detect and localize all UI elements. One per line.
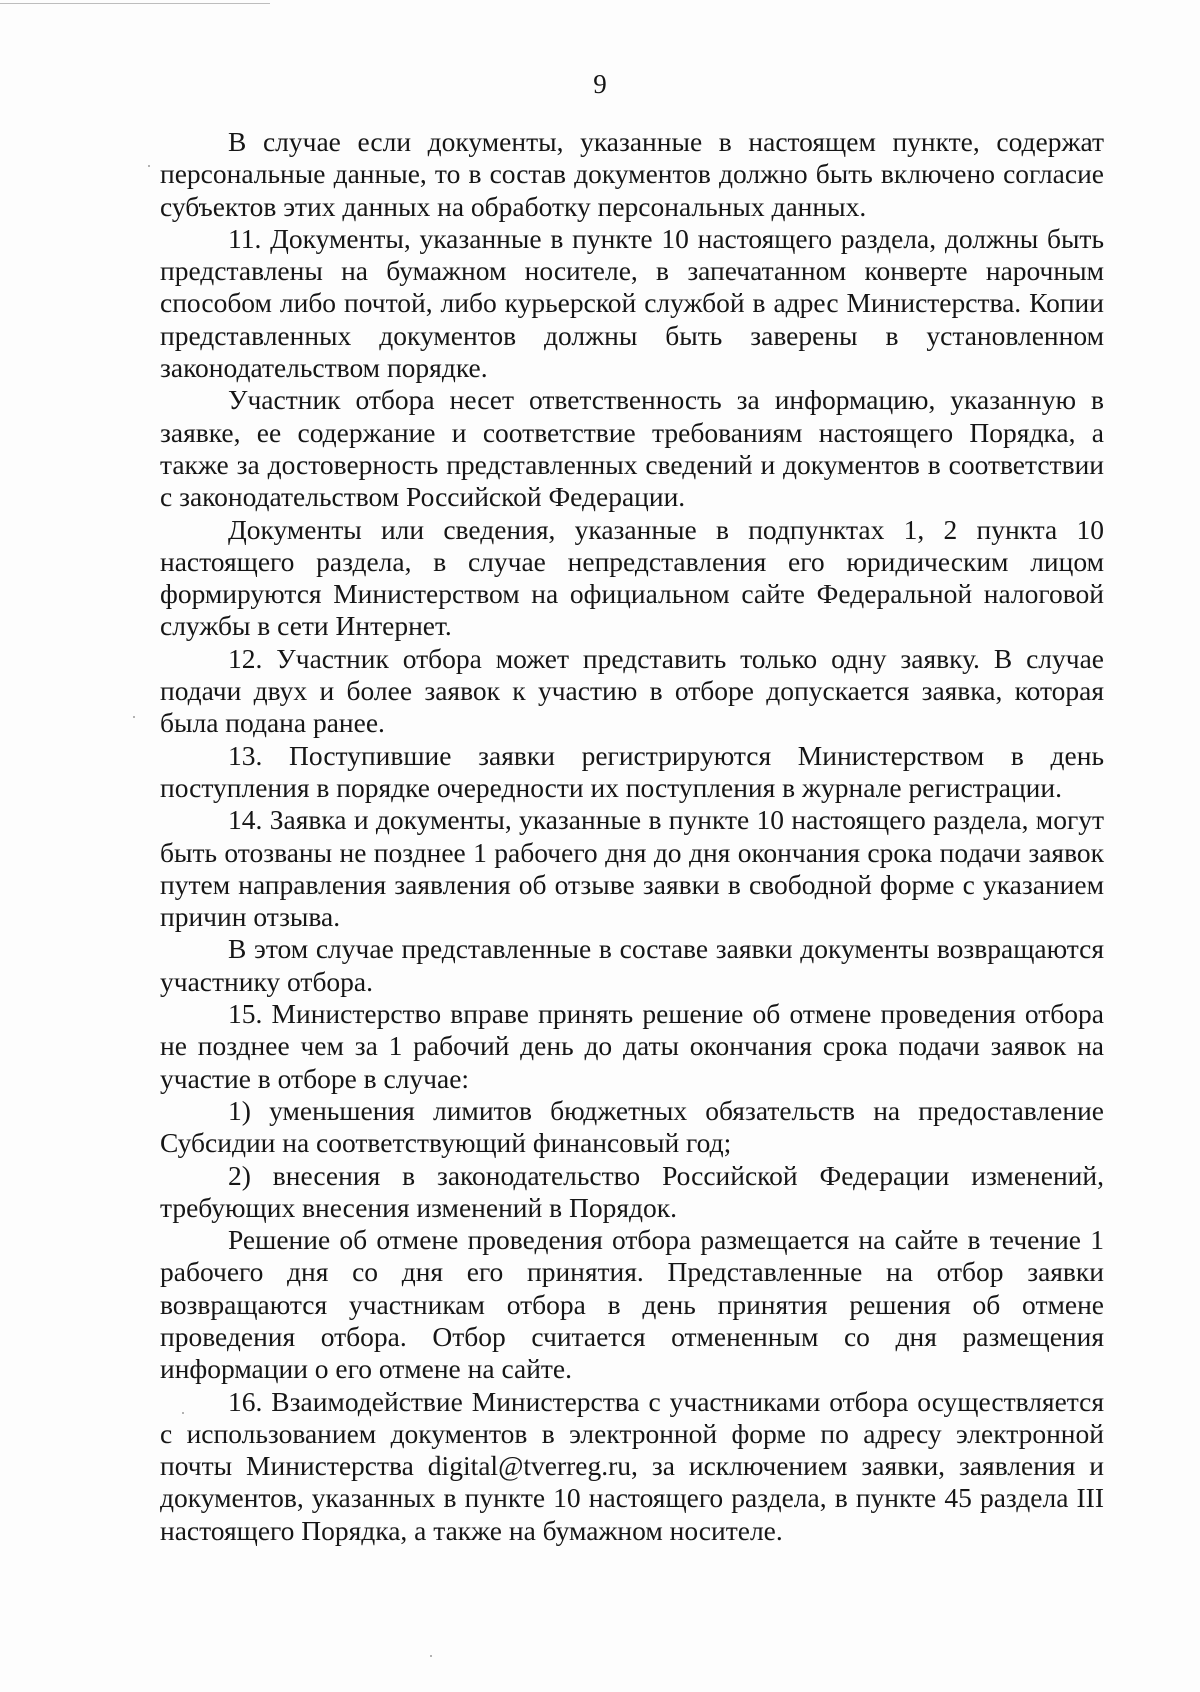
- page-number: 9: [593, 69, 607, 99]
- paragraph-item-12: 12. Участник отбора может представить только одну заявку. В случае подачи двух и более заявок к участию в отборе допускается заявка, которая была подана ранее.: [160, 642, 1104, 739]
- scan-speck: [430, 1655, 432, 1657]
- paragraph-item-11: 11. Документы, указанные в пункте 10 настоящего раздела, должны быть представлены на бумажном носителе, в запечатанном конверте нарочным способом либо почтой, либо курьерской службой в адрес Министерства. Копии представленных документов должны быть заверены в установленном законодательством порядке.: [160, 222, 1104, 384]
- paragraph-participant-responsibility: Участник отбора несет ответственность за информацию, указанную в заявке, ее содержание и соответствие требованиям настоящего Порядка, а также за достоверность представленных сведений и документов в соответствии с законодательством Российской Федерации.: [160, 384, 1104, 513]
- paragraph-item-15: 15. Министерство вправе принять решение об отмене проведения отбора не позднее чем за 1 рабочий день до даты окончания срока подачи заявок на участие в отборе в случае:: [160, 998, 1104, 1094]
- paragraph-documents-formed-by-ministry: Документы или сведения, указанные в подпунктах 1, 2 пункта 10 настоящего раздела, в случае непредставления его юридическим лицом формируются Министерством на официальном сайте Федеральной налоговой службы в сети Интернет.: [160, 513, 1104, 642]
- scan-edge-line: [0, 3, 270, 4]
- paragraph-cancellation-decision: Решение об отмене проведения отбора размещается на сайте в течение 1 рабочего дня со дня его принятия. Представленные на отбор заявки возвращаются участникам отбора в день принятия решения об отмене проведения отбора. Отбор считается отмененным со дня размещения информации о его отмене на сайте.: [160, 1224, 1104, 1385]
- paragraph-personal-data-consent: В случае если документы, указанные в настоящем пункте, содержат персональные данные, то в состав документов должно быть включено согласие субъектов этих данных на обработку персональных данных.: [160, 126, 1104, 222]
- paragraph-item-13: 13. Поступившие заявки регистрируются Министерством в день поступления в порядке очередности их поступления в журнале регистрации.: [160, 739, 1104, 803]
- paragraph-item-14: 14. Заявка и документы, указанные в пункте 10 настоящего раздела, могут быть отозваны не позднее 1 рабочего дня до дня окончания срока подачи заявок путем направления заявления об отзыве заявки в свободной форме с указанием причин отзыва.: [160, 804, 1104, 933]
- scan-speck: [182, 1412, 184, 1414]
- paragraph-item-15-subitem-1: 1) уменьшения лимитов бюджетных обязательств на предоставление Субсидии на соответствующий финансовый год;: [160, 1094, 1104, 1159]
- paragraph-documents-returned: В этом случае представленные в составе заявки документы возвращаются участнику отбора.: [160, 933, 1104, 997]
- document-body: [160, 126, 1104, 1547]
- paragraph-item-16: 16. Взаимодействие Министерства с участниками отбора осуществляется с использованием документов в электронной форме по адресу электронной почты Министерства digital@tverreg.ru, за исключением заявки, заявления и документов, указанных в пункте 10 настоящего раздела, в пункте 45 раздела III настоящего Порядка, а также на бумажном носителе.: [160, 1385, 1104, 1546]
- scan-speck: [148, 165, 150, 167]
- paragraph-item-15-subitem-2: 2) внесения в законодательство Российской Федерации изменений, требующих внесения изменений в Порядок.: [160, 1159, 1104, 1223]
- scan-speck: [133, 716, 135, 718]
